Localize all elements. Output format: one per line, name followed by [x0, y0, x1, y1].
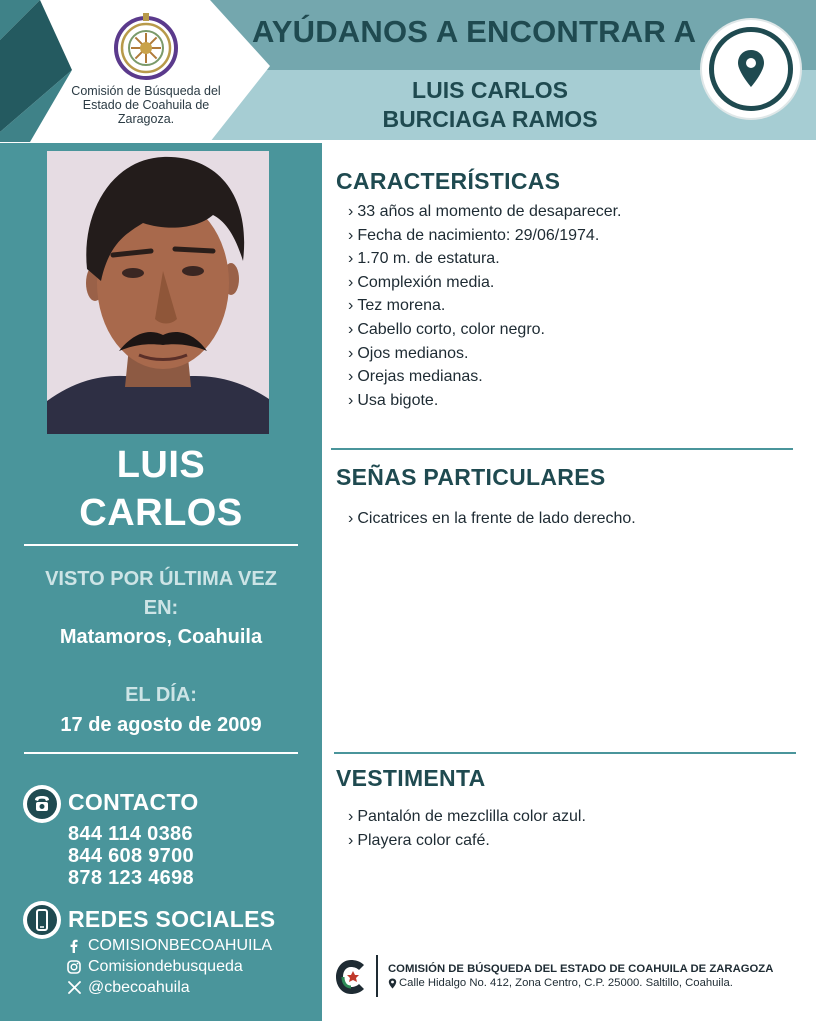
contact-title: CONTACTO [68, 789, 199, 815]
missing-person-last-name: BURCIAGA RAMOS [382, 106, 598, 132]
instagram-icon [66, 959, 82, 975]
instagram-handle: Comisiondebusqueda [88, 957, 243, 975]
list-item: › Ojos medianos. [348, 344, 469, 362]
smartphone-icon [23, 901, 61, 939]
location-pin-icon [736, 49, 766, 89]
commission-c-logo-icon [334, 957, 370, 997]
facebook-icon [66, 938, 82, 954]
x-handle: @cbecoahuila [88, 978, 190, 996]
facebook-handle: COMISIONBECOAHUILA [88, 936, 273, 954]
left-person-name [20, 441, 302, 537]
social-x[interactable] [66, 977, 190, 998]
characteristics-list [348, 200, 622, 412]
clothing-list [348, 805, 586, 852]
list-item: › Tez morena. [348, 297, 446, 315]
list-item: › Fecha de nacimiento: 29/06/1974. [348, 226, 600, 244]
last-seen-label [10, 565, 312, 623]
social-instagram[interactable] [66, 956, 243, 977]
divider [24, 752, 298, 754]
left-first-name-line2: CARLOS [79, 492, 243, 534]
divider [24, 544, 298, 546]
page-title: AYÚDANOS A ENCONTRAR A [252, 14, 697, 49]
social-facebook[interactable] [66, 935, 272, 956]
last-seen-place: Matamoros, Coahuila [59, 626, 263, 648]
missing-person-first-name: LUIS CARLOS [412, 77, 568, 103]
list-item: › 33 años al momento de desaparecer. [348, 203, 622, 220]
phone-number[interactable]: 878 123 4698 [68, 867, 194, 889]
footer-address-text: Calle Hidalgo No. 412, Zona Centro, C.P. 25000. Saltillo, Coahuila. [399, 977, 733, 989]
list-item: › Cabello corto, color negro. [348, 320, 545, 338]
list-item: › Cicatrices en la frente de lado derecho. [348, 510, 636, 527]
list-item: › Usa bigote. [348, 391, 439, 409]
social-title: REDES SOCIALES [68, 906, 276, 932]
x-twitter-icon [66, 980, 82, 996]
commission-name: Comisión de Búsqueda del Estado de Coahuila de Zaragoza. [71, 84, 221, 126]
phone-icon [23, 785, 61, 823]
phone-number[interactable]: 844 608 9700 [68, 845, 194, 867]
list-item: › Complexión media. [348, 273, 495, 291]
list-item: › Pantalón de mezclilla color azul. [348, 808, 586, 825]
list-item: › 1.70 m. de estatura. [348, 250, 500, 268]
last-seen-label-line1: VISTO POR ÚLTIMA VEZ [45, 568, 277, 590]
list-item: › Playera color café. [348, 831, 490, 849]
missing-person-name [330, 76, 650, 134]
divider [331, 448, 793, 450]
date-label: EL DÍA: [125, 684, 197, 706]
marks-list [348, 507, 636, 531]
commission-emblem-icon [112, 12, 180, 80]
phone-number[interactable]: 844 114 0386 [68, 823, 193, 845]
marks-title: SEÑAS PARTICULARES [336, 464, 606, 490]
footer-divider [376, 955, 378, 997]
location-pin-icon [388, 978, 397, 989]
header [0, 0, 816, 142]
footer-address [388, 977, 733, 989]
footer-org-name: COMISIÓN DE BÚSQUEDA DEL ESTADO DE COAHUILA DE ZARAGOZA [388, 963, 774, 975]
left-panel [0, 143, 322, 1021]
divider [334, 752, 796, 754]
characteristics-title: CARACTERÍSTICAS [336, 168, 561, 194]
location-badge [702, 20, 800, 118]
last-seen-date: 17 de agosto de 2009 [60, 714, 262, 736]
missing-person-photo [47, 151, 269, 434]
list-item: › Orejas medianas. [348, 368, 483, 386]
clothing-title: VESTIMENTA [336, 765, 486, 791]
left-first-name-line1: LUIS [116, 444, 206, 486]
last-seen-label-line2: EN: [143, 597, 179, 619]
